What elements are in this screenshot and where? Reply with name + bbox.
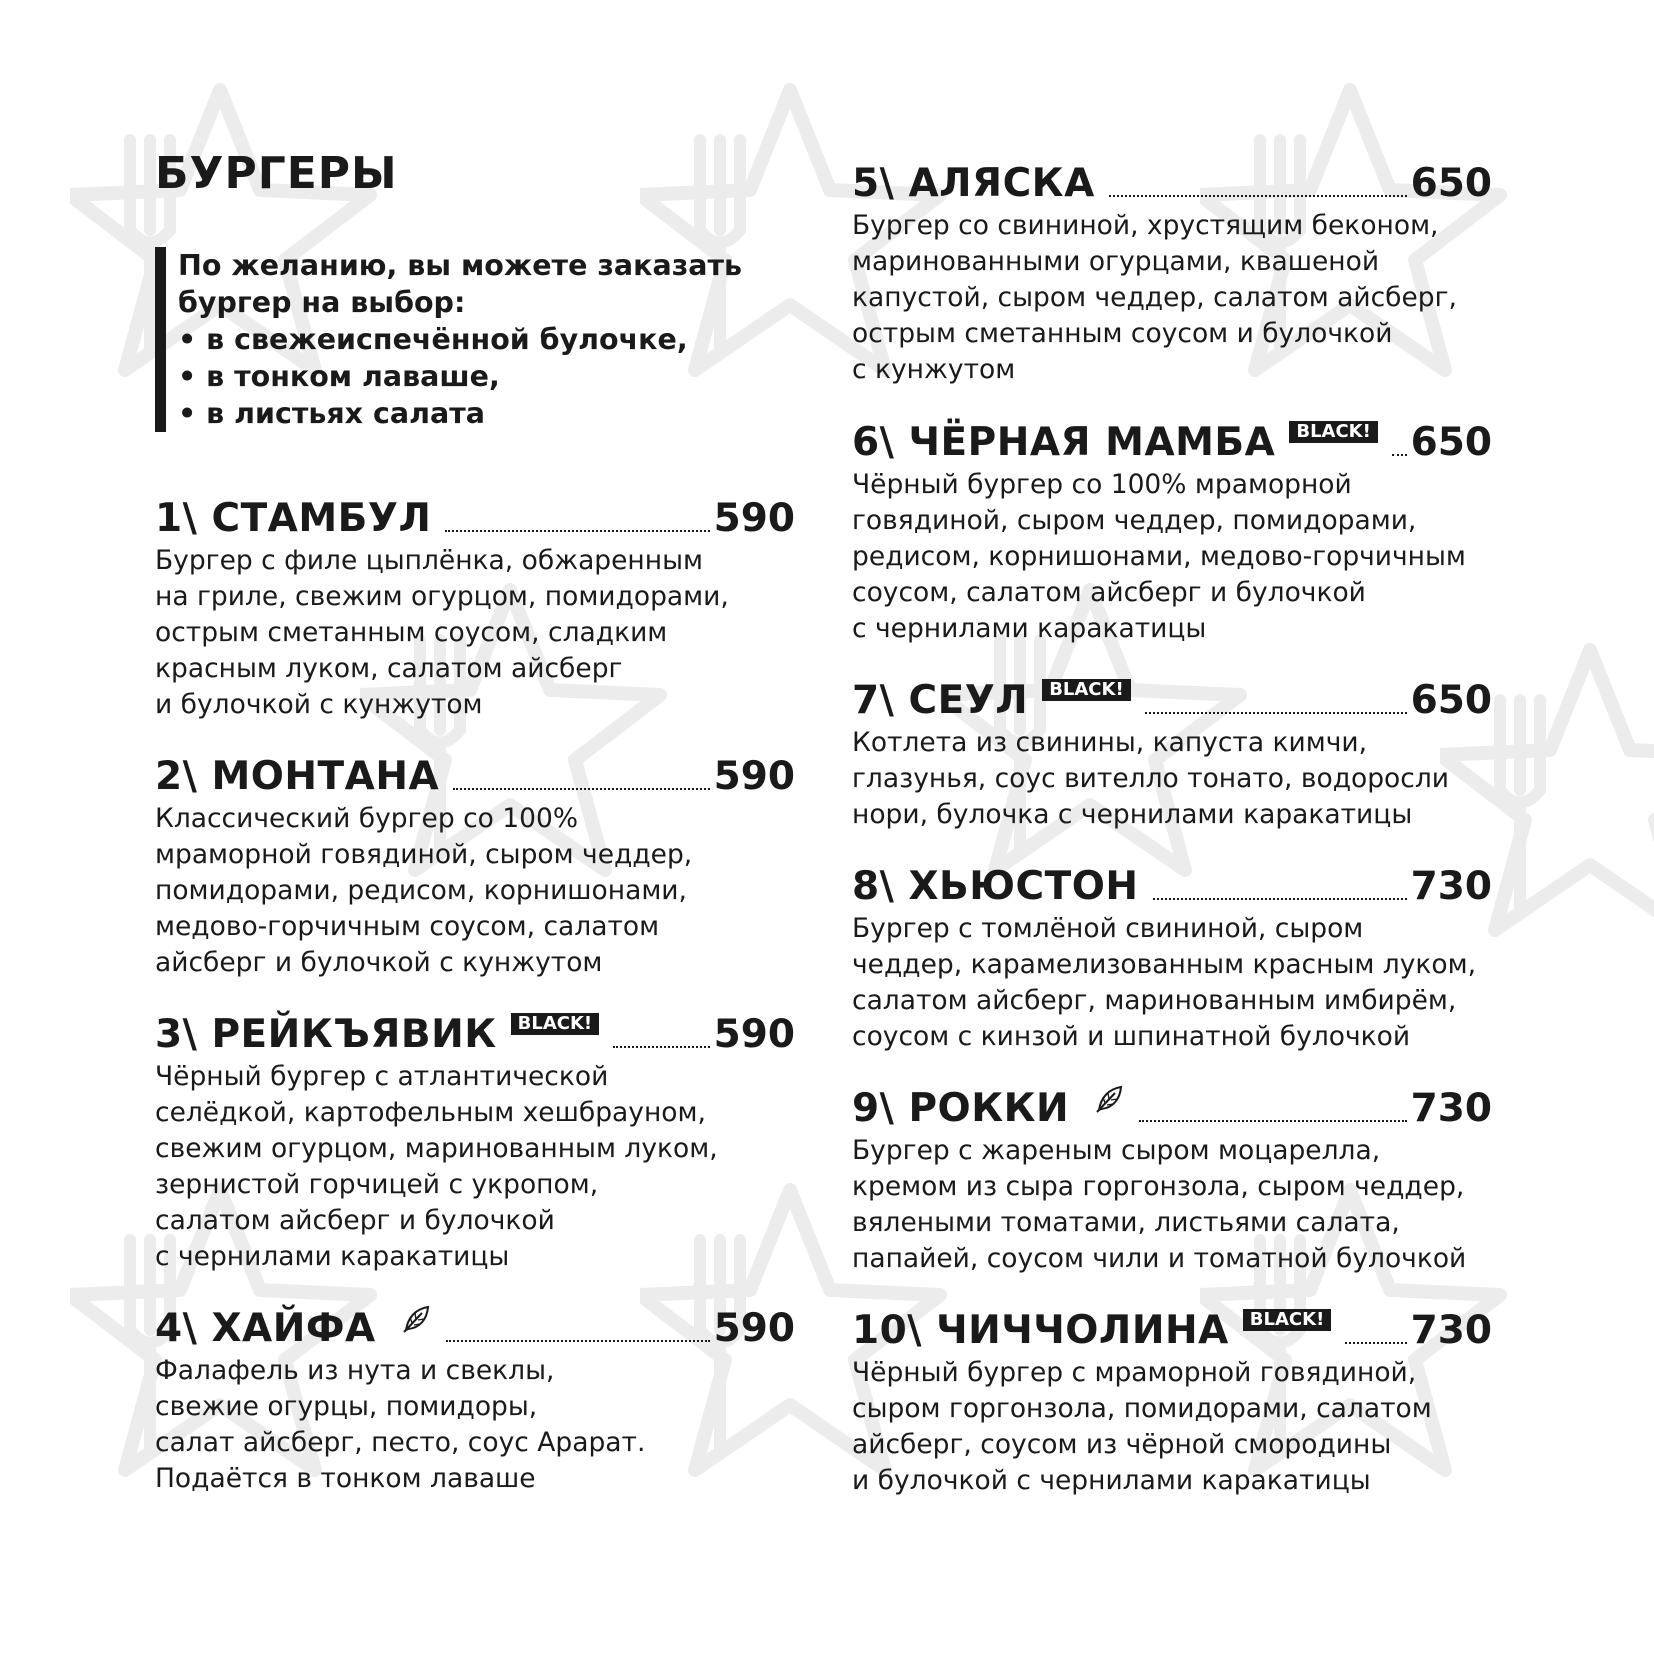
dot-leader [1145, 712, 1407, 714]
menu-item-price: 650 [1410, 420, 1492, 465]
menu-item-name: 1\ СТАМБУЛ [155, 496, 432, 541]
options-line: • в свежеиспечённой булочке, [178, 323, 688, 356]
menu-item [852, 1087, 1492, 1277]
description-line: Чёрный бургер с атлантической [155, 1061, 609, 1092]
menu-item [155, 1013, 795, 1275]
description-line: вялеными томатами, листьями салата, [852, 1207, 1400, 1238]
description-line: на гриле, свежим огурцом, помидорами, [155, 581, 729, 612]
description-line: соусом с кинзой и шпинатной булочкой [852, 1021, 1411, 1052]
description-line: острым сметанным соусом, сладким [155, 617, 668, 648]
menu-item-header [852, 162, 1492, 206]
menu-item-header [155, 1307, 795, 1351]
menu-item-description [155, 801, 795, 981]
menu-item-name: 8\ ХЬЮСТОН [852, 864, 1139, 909]
black-badge: BLACK! [1042, 679, 1131, 701]
menu-item [852, 162, 1492, 388]
description-line: салат айсберг, песто, соус Арарат. [155, 1427, 646, 1458]
description-line: с кунжутом [852, 354, 1016, 385]
menu-item-header [155, 1013, 795, 1057]
dot-leader [446, 1340, 710, 1342]
menu-item-price: 590 [713, 1012, 795, 1057]
description-line: свежие огурцы, помидоры, [155, 1391, 538, 1422]
description-line: помидорами, редисом, корнишонами, [155, 875, 687, 906]
menu-item-price: 590 [713, 496, 795, 541]
menu-item-header [155, 497, 795, 541]
description-line: острым сметанным соусом и булочкой [852, 318, 1393, 349]
description-line: Бургер с жареным сыром моцарелла, [852, 1135, 1381, 1166]
menu-item-name: 4\ ХАЙФА [155, 1306, 376, 1351]
menu-item [852, 421, 1492, 647]
options-line: По желанию, вы можете заказать [178, 249, 743, 282]
description-line: Фалафель из нута и свеклы, [155, 1355, 555, 1386]
order-options-note [155, 247, 742, 432]
black-badge: BLACK! [1289, 421, 1378, 443]
description-line: с чернилами каракатицы [155, 1241, 510, 1272]
menu-item [852, 679, 1492, 833]
menu-item-description [155, 543, 795, 723]
description-line: свежим огурцом, маринованным луком, [155, 1133, 718, 1164]
menu-item-price: 650 [1410, 678, 1492, 723]
dot-leader [1139, 1120, 1406, 1122]
description-line: говядиной, сыром чеддер, помидорами, [852, 505, 1417, 536]
description-line: Котлета из свинины, капуста кимчи, [852, 727, 1368, 758]
description-line: медово-горчичным соусом, салатом [155, 911, 660, 942]
description-line: сыром горгонзола, помидорами, салатом [852, 1393, 1432, 1424]
menu-item [852, 1309, 1492, 1499]
dot-leader [453, 788, 709, 790]
menu-item [155, 497, 795, 723]
description-line: айсберг, соусом из чёрной смородины [852, 1429, 1392, 1460]
menu-item-description [852, 208, 1492, 388]
description-line: Чёрный бургер со 100% мраморной [852, 469, 1352, 500]
menu-item [155, 1307, 795, 1497]
menu-item-price: 590 [713, 1306, 795, 1351]
menu-item-header [852, 865, 1492, 909]
menu-item-price: 590 [713, 754, 795, 799]
description-line: глазунья, соус вителло тонато, водоросли [852, 763, 1450, 794]
description-line: чеддер, карамелизованным красным луком, [852, 949, 1477, 980]
menu-item-description [852, 467, 1492, 647]
black-badge: BLACK! [511, 1013, 600, 1035]
page-title: БУРГЕРЫ [155, 148, 398, 199]
description-line: капустой, сыром чеддер, салатом айсберг, [852, 282, 1457, 313]
description-line: Бургер с томлёной свининой, сыром [852, 913, 1364, 944]
description-line: мраморной говядиной, сыром чеддер, [155, 839, 693, 870]
description-line: салатом айсберг, маринованным имбирём, [852, 985, 1457, 1016]
menu-item [852, 865, 1492, 1055]
menu-item-description [852, 1133, 1492, 1277]
dot-leader [1153, 898, 1407, 900]
description-line: соусом, салатом айсберг и булочкой [852, 577, 1366, 608]
description-line: Бургер со свининой, хрустящим беконом, [852, 210, 1439, 241]
options-line: • в листьях салата [178, 397, 485, 430]
description-line: Подаётся в тонком лаваше [155, 1463, 536, 1494]
dot-leader [1109, 195, 1407, 197]
menu-item-description [852, 1355, 1492, 1499]
menu-item-description [852, 911, 1492, 1055]
menu-item-name: 10\ ЧИЧЧОЛИНА [852, 1308, 1229, 1353]
description-line: айсберг и булочкой с кунжутом [155, 947, 603, 978]
description-line: и булочкой с кунжутом [155, 689, 483, 720]
menu-item-description [155, 1353, 795, 1497]
menu-item-name: 9\ РОККИ [852, 1086, 1070, 1131]
menu-item-price: 730 [1410, 1308, 1492, 1353]
menu-item-price: 730 [1410, 1086, 1492, 1131]
dot-leader [613, 1046, 709, 1048]
description-line: красным луком, салатом айсберг [155, 653, 623, 684]
menu-item-header [852, 421, 1492, 465]
menu-item-header [852, 1309, 1492, 1353]
dot-leader [1345, 1342, 1406, 1344]
menu-item-price: 650 [1410, 161, 1492, 206]
description-line: кремом из сыра горгонзола, сыром чеддер, [852, 1171, 1465, 1202]
menu-item-name: 3\ РЕЙКЪЯВИК [155, 1012, 497, 1057]
description-line: редисом, корнишонами, медово-горчичным [852, 541, 1466, 572]
description-line: Классический бургер со 100% [155, 803, 579, 834]
menu-item-description [852, 725, 1492, 833]
description-line: папайей, соусом чили и томатной булочкой [852, 1243, 1467, 1274]
menu-item-description [155, 1059, 795, 1275]
description-line: зернистой горчицей с укропом, [155, 1169, 599, 1200]
description-line: Бургер с филе цыплёнка, обжаренным [155, 545, 703, 576]
menu-item-header [852, 1087, 1492, 1131]
menu-item [155, 755, 795, 981]
menu-item-header [155, 755, 795, 799]
description-line: салатом айсберг и булочкой [155, 1205, 555, 1236]
black-badge: BLACK! [1243, 1309, 1332, 1331]
dot-leader [445, 530, 709, 532]
description-line: нори, булочка с чернилами каракатицы [852, 799, 1413, 830]
menu-item-price: 730 [1410, 864, 1492, 909]
options-line: бургер на выбор: [178, 286, 466, 319]
description-line: с чернилами каракатицы [852, 613, 1207, 644]
menu-item-name: 6\ ЧЁРНАЯ МАМБА [852, 420, 1276, 465]
menu-item-header [852, 679, 1492, 723]
dot-leader [1392, 454, 1407, 456]
description-line: маринованными огурцами, квашеной [852, 246, 1380, 277]
description-line: и булочкой с чернилами каракатицы [852, 1465, 1371, 1496]
menu-item-name: 5\ АЛЯСКА [852, 161, 1095, 206]
options-line: • в тонком лаваше, [178, 360, 500, 393]
menu-item-name: 2\ МОНТАНА [155, 754, 440, 799]
description-line: селёдкой, картофельным хешбрауном, [155, 1097, 706, 1128]
description-line: Чёрный бургер с мраморной говядиной, [852, 1357, 1417, 1388]
leaf-icon [1093, 1083, 1125, 1115]
leaf-icon [400, 1303, 432, 1335]
menu-item-name: 7\ СЕУЛ [852, 678, 1029, 723]
